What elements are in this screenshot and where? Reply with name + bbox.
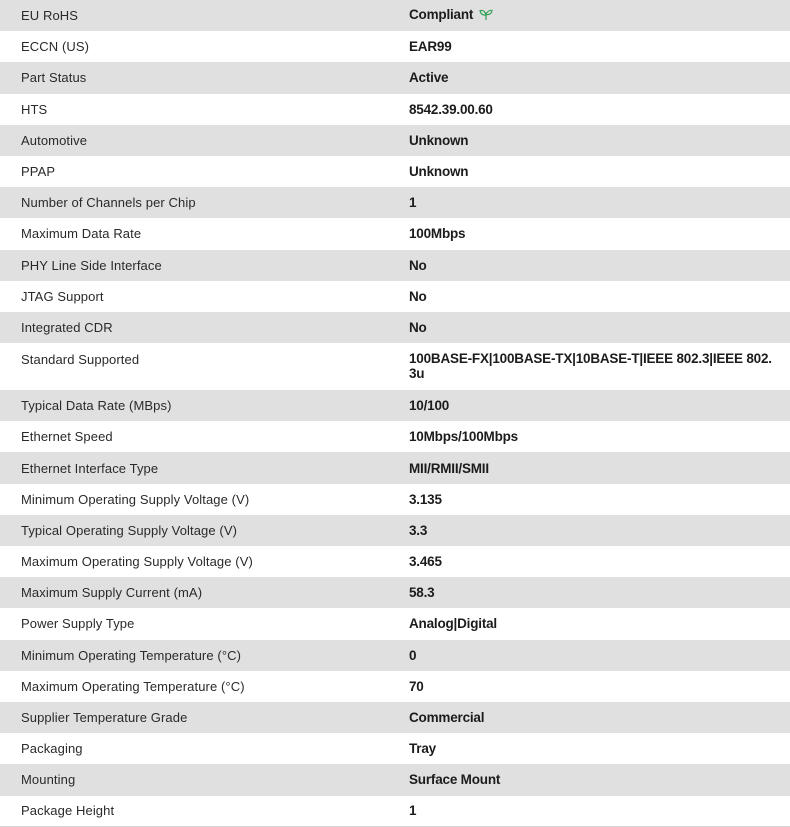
spec-row-hts <box>0 94 790 125</box>
spec-value: Surface Mount <box>388 764 790 795</box>
spec-row-max-supply-voltage <box>0 546 790 577</box>
spec-value: 58.3 <box>388 577 790 608</box>
spec-row-max-supply-current <box>0 577 790 608</box>
spec-row-phy-line-side <box>0 250 790 281</box>
spec-label: PHY Line Side Interface <box>0 250 388 281</box>
spec-value: 100Mbps <box>388 218 790 249</box>
spec-label: Typical Operating Supply Voltage (V) <box>0 515 388 546</box>
spec-value: No <box>388 281 790 312</box>
spec-label: Maximum Data Rate <box>0 218 388 249</box>
spec-value: 3.465 <box>388 546 790 577</box>
spec-label: HTS <box>0 94 388 125</box>
spec-label: Typical Data Rate (MBps) <box>0 390 388 421</box>
spec-label: PPAP <box>0 156 388 187</box>
spec-value: EAR99 <box>388 31 790 62</box>
spec-label: Mounting <box>0 764 388 795</box>
spec-value: 3.3 <box>388 515 790 546</box>
spec-label: Ethernet Interface Type <box>0 452 388 483</box>
spec-row-automotive <box>0 125 790 156</box>
spec-value: 3.135 <box>388 484 790 515</box>
spec-label: Minimum Operating Supply Voltage (V) <box>0 484 388 515</box>
spec-row-part-status <box>0 62 790 93</box>
spec-label: Maximum Operating Temperature (°C) <box>0 671 388 702</box>
spec-label: Part Status <box>0 62 388 93</box>
spec-row-mounting <box>0 764 790 795</box>
spec-value: 0 <box>388 640 790 671</box>
spec-row-integrated-cdr <box>0 312 790 343</box>
spec-row-channels-per-chip <box>0 187 790 218</box>
spec-label: Number of Channels per Chip <box>0 187 388 218</box>
spec-value: 100BASE-FX|100BASE-TX|10BASE-T|IEEE 802.3|IEEE 802.3u <box>388 343 790 390</box>
spec-row-standard-supported <box>0 343 790 390</box>
spec-value: 10/100 <box>388 390 790 421</box>
spec-row-eccn <box>0 31 790 62</box>
spec-row-ethernet-speed <box>0 421 790 452</box>
spec-label: Package Height <box>0 796 388 827</box>
spec-value: No <box>388 312 790 343</box>
spec-value: 1 <box>388 796 790 827</box>
spec-value: 1 <box>388 187 790 218</box>
spec-value: Unknown <box>388 125 790 156</box>
spec-row-eu-rohs <box>0 0 790 31</box>
spec-label: EU RoHS <box>0 0 388 31</box>
spec-row-min-supply-voltage <box>0 484 790 515</box>
spec-row-ppap <box>0 156 790 187</box>
spec-label: Power Supply Type <box>0 608 388 639</box>
spec-row-typ-supply-voltage <box>0 515 790 546</box>
spec-value: 10Mbps/100Mbps <box>388 421 790 452</box>
spec-row-package-height <box>0 796 790 827</box>
spec-label: Standard Supported <box>0 343 388 390</box>
spec-label: Automotive <box>0 125 388 156</box>
spec-row-ethernet-interface-type <box>0 452 790 483</box>
spec-row-jtag-support <box>0 281 790 312</box>
spec-label: Maximum Supply Current (mA) <box>0 577 388 608</box>
spec-value: Unknown <box>388 156 790 187</box>
spec-row-min-operating-temp <box>0 640 790 671</box>
spec-value: MII/RMII/SMII <box>388 452 790 483</box>
leaf-icon <box>479 9 493 24</box>
spec-row-power-supply-type <box>0 608 790 639</box>
spec-label: Packaging <box>0 733 388 764</box>
spec-value: 70 <box>388 671 790 702</box>
spec-value: Compliant <box>409 7 474 23</box>
spec-row-max-operating-temp <box>0 671 790 702</box>
spec-label: Minimum Operating Temperature (°C) <box>0 640 388 671</box>
spec-value: Active <box>388 62 790 93</box>
spec-value: 8542.39.00.60 <box>388 94 790 125</box>
spec-row-packaging <box>0 733 790 764</box>
spec-row-supplier-temp-grade <box>0 702 790 733</box>
spec-value: No <box>388 250 790 281</box>
spec-label: Integrated CDR <box>0 312 388 343</box>
spec-label: Supplier Temperature Grade <box>0 702 388 733</box>
spec-value: Tray <box>388 733 790 764</box>
spec-value: Analog|Digital <box>388 608 790 639</box>
spec-row-max-data-rate <box>0 218 790 249</box>
spec-row-typical-data-rate <box>0 390 790 421</box>
spec-value: Commercial <box>388 702 790 733</box>
spec-value-cell <box>388 0 790 31</box>
spec-label: Ethernet Speed <box>0 421 388 452</box>
spec-label: JTAG Support <box>0 281 388 312</box>
spec-label: ECCN (US) <box>0 31 388 62</box>
spec-label: Maximum Operating Supply Voltage (V) <box>0 546 388 577</box>
